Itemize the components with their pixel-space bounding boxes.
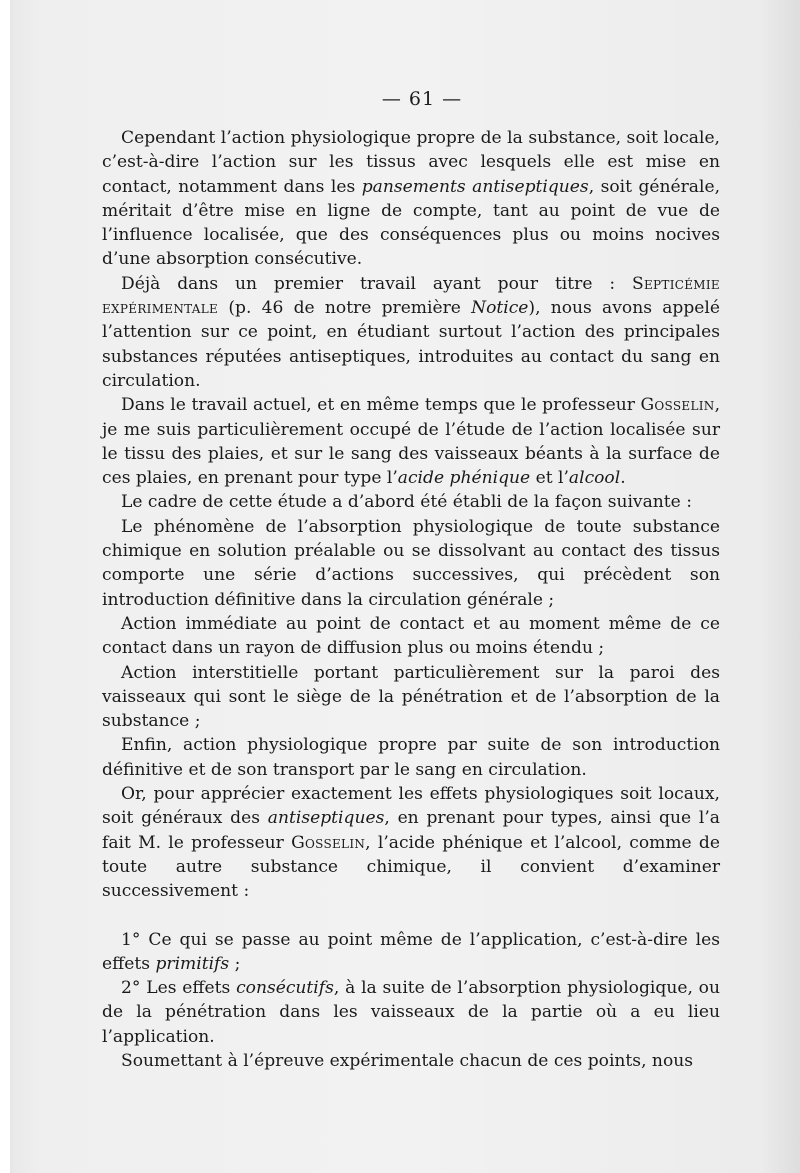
paragraph (102, 272, 720, 393)
emphasis-text: primitifs (155, 953, 230, 974)
paragraph (102, 126, 720, 272)
text-run: Enfin, action physiologique propre par suite de son introduction définitive et de son transport par le sang en circulation. (102, 735, 720, 780)
paragraph (102, 490, 720, 514)
small-caps-text: Gosselin (291, 832, 366, 853)
text-run: , en prenant pour types, ainsi que l’a fait M. le professeur (102, 808, 720, 853)
text-run: Cependant l’action physiologique propre de la substance, soit locale, c’est-à-dire l’action sur les tissus avec lesquels elle est mise en contact, notamment dans les (102, 128, 720, 197)
text-run: , je me suis particulièrement occupé de l’étude de l’action localisée sur le tissu des plaies, et sur le sang des vaisseaux béants à la surface de ces plaies, en prenant pour type l’ (102, 395, 720, 489)
text-run: , à la suite de l’absorption physiologique, ou de la pénétration dans les vaisseaux de la partie où a eu lieu l’application. (102, 978, 720, 1047)
emphasis-text: antiseptiques (267, 808, 385, 829)
text-run: 1° Ce qui se passe au point même de l’application, c’est-à-dire les effets (102, 929, 720, 974)
paragraph (102, 515, 720, 612)
emphasis-text: acide phénique (397, 468, 531, 489)
emphasis-text: Notice (471, 298, 529, 319)
emphasis-text: pansements antiseptiques (361, 176, 589, 197)
text-run: 2° Les effets (121, 978, 237, 999)
paragraph (102, 928, 720, 977)
paragraph (102, 393, 720, 490)
small-caps-text: Gosselin (640, 395, 715, 416)
emphasis-text: alcool (568, 468, 621, 489)
text-run: et l’ (530, 468, 569, 489)
emphasis-text: consécutifs (236, 978, 334, 999)
body-text (102, 126, 720, 1073)
text-run: Soumettant à l’épreuve expérimentale chacun de ces points, nous (121, 1050, 694, 1071)
text-run: , l’acide phénique et l’alcool, comme de toute autre substance chimique, il convient d’examiner successivement : (102, 832, 720, 902)
text-run: Déjà dans un premier travail ayant pour titre : (121, 273, 632, 294)
text-run: Action immédiate au point de contact et au moment même de ce contact dans un rayon de diffusion plus ou moins étendu ; (102, 613, 720, 659)
paragraph (102, 661, 720, 734)
text-run: Le cadre de cette étude a d’abord été établi de la façon suivante : (121, 492, 692, 513)
paragraph (102, 612, 720, 661)
text-run: , soit générale, méritait d’être mise en ligne de compte, tant au point de vue de l’influence localisée, que des conséquences plus ou moins nocives d’une absorption consécutive. (102, 176, 721, 270)
text-run: ; (229, 953, 241, 974)
paragraph (102, 976, 720, 1049)
paragraph (102, 733, 720, 782)
text-run: Dans le travail actuel, et en même temps que le professeur (121, 395, 641, 416)
paragraph (102, 782, 720, 903)
page-number: — 61 — (381, 88, 463, 110)
text-run: Or, pour apprécier exactement les effets physiologiques soit locaux, soit généraux des (102, 784, 720, 829)
scan-margin (0, 0, 10, 1173)
text-run: Le phénomène de l’absorption physiologique de toute substance chimique en solution préalable ou se dissolvant au contact des tissus comporte une série d’actions successives, qui précèdent son introduction définitive dans la circulation générale ; (102, 516, 720, 610)
paragraph (102, 1049, 720, 1073)
text-run: ), nous avons appelé l’attention sur ce point, en étudiant surtout l’action des principales substances réputées antiseptiques, introduites au contact du sang en circulation. (102, 298, 720, 391)
small-caps-text: Septicémie expérimentale (102, 273, 720, 319)
text-run: (p. 46 de notre première (218, 298, 472, 319)
text-run: Action interstitielle portant particulièrement sur la paroi des vaisseaux qui sont le siège de la pénétration et de l’absorption de la substance ; (102, 662, 720, 732)
text-run: . (620, 468, 626, 489)
